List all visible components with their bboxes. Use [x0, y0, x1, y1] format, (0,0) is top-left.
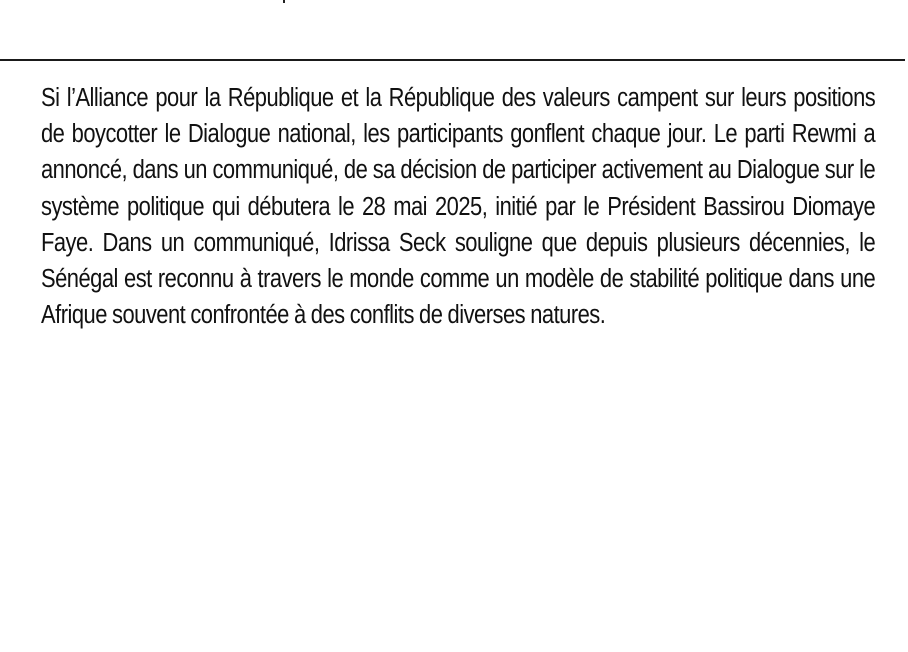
top-edge-mark	[283, 0, 285, 3]
horizontal-separator	[0, 59, 905, 61]
article-paragraph: Si l’Alliance pour la République et la République des valeurs campent sur leurs positions de boycotter le Dialogue national, les participants gonflent chaque jour. Le parti Rewmi a annoncé, dans un communiqué, de sa décision de participer activement au Dialogue sur le système politique qui débutera le 28 mai 2025, initié par le Président Bassirou Diomaye Faye. Dans un communiqué, Idrissa Seck souligne que depuis plusieurs décennies, le Sénégal est reconnu à travers le monde comme un modèle de stabilité politique dans une Afrique souvent confrontée à des conflits de diverses natures.	[41, 84, 876, 330]
